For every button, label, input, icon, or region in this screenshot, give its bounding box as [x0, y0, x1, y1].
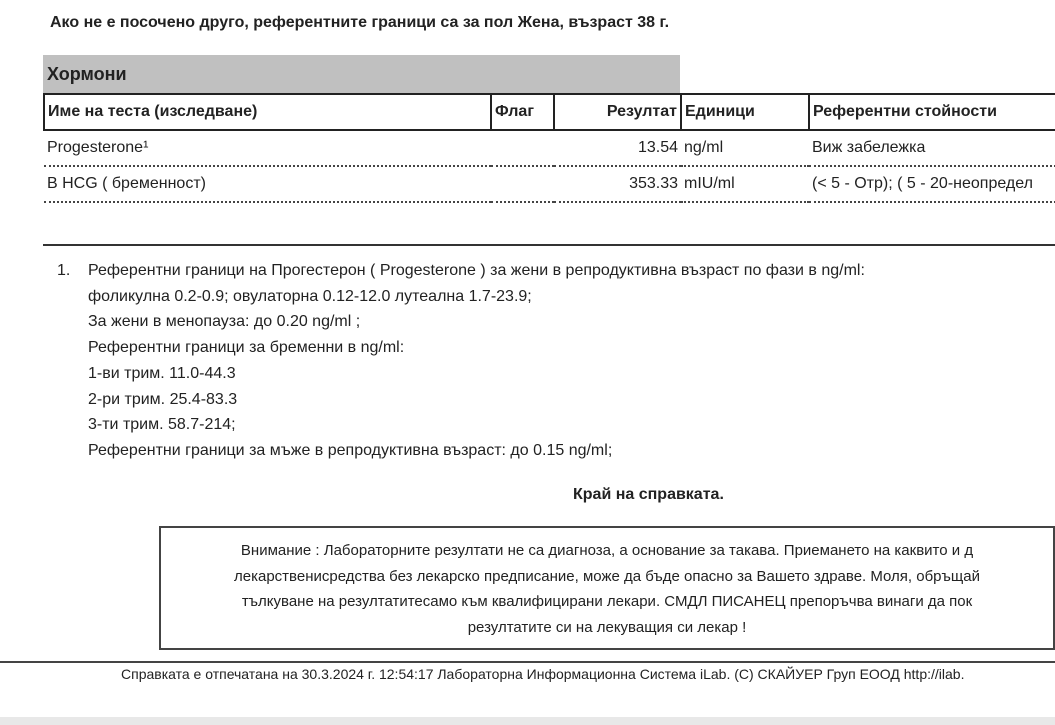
- reference-intro: Ако не е посочено друго, референтните граници са за пол Жена, възраст 38 г.: [50, 14, 670, 31]
- divider: [43, 244, 1055, 246]
- col-reference: Референтни стойности: [809, 94, 1055, 130]
- col-test-name: Име на теста (изследване): [44, 94, 491, 130]
- warning-text: [161, 528, 1053, 648]
- warning-line: резултатите си на лекуващия си лекар !: [467, 618, 747, 636]
- footnote-line: фоликулна 0.2-0.9; овулаторна 0.12-12.0 лутеална 1.7-23.9;: [88, 287, 532, 305]
- footnote-line: 1-ви трим. 11.0-44.3: [88, 364, 236, 382]
- col-result: Резултат: [554, 94, 681, 130]
- footnote-number: 1.: [57, 262, 71, 279]
- units: mIU/ml: [681, 166, 809, 202]
- footnote-line: За жени в менопауза: до 0.20 ng/ml ;: [88, 313, 361, 331]
- test-name: B HCG ( бременност): [44, 166, 491, 202]
- print-footer: Справката е отпечатана на 30.3.2024 г. 12:54:17 Лабораторна Информационна Система iLab. (C) СКАЙУЕР Груп ЕООД http://ilab.: [121, 666, 965, 682]
- reference: Виж забележка: [809, 130, 1055, 166]
- table-row: [44, 130, 1055, 166]
- warning-line: лекарственисредства без лекарско предписание, може да бъде опасно за Вашето здраве. Моля, обръщай: [234, 567, 980, 585]
- result: 13.54: [554, 130, 681, 166]
- section-header: [43, 55, 680, 93]
- footnote-line: Референтни граници за мъже в репродуктивна възраст: до 0.15 ng/ml;: [88, 441, 613, 459]
- col-flag: Флаг: [491, 94, 554, 130]
- footer-divider: [0, 661, 1055, 663]
- test-name: Progesterone¹: [44, 130, 491, 166]
- table-header-row: [44, 94, 1055, 130]
- units: ng/ml: [681, 130, 809, 166]
- footnote-line: 3-ти трим. 58.7-214;: [88, 416, 236, 434]
- flag: [491, 130, 554, 166]
- table-row: [44, 166, 1055, 202]
- warning-line: Внимание : Лабораторните резултати не са диагноза, а основание за такава. Приемането на каквито и д: [240, 542, 974, 559]
- warning-box: [159, 526, 1055, 650]
- col-units: Единици: [681, 94, 809, 130]
- warning-line: тълкуване на резултатитесамо към квалифицирани лекари. СМДЛ ПИСАНЕЦ препоръчва винаги да пок: [241, 593, 973, 610]
- flag: [491, 166, 554, 202]
- footnote-line: 2-ри трим. 25.4-83.3: [88, 390, 238, 408]
- footnote-line: Референтни граници за бременни в ng/ml:: [88, 339, 405, 357]
- section-title: Хормони: [47, 64, 127, 84]
- page-bottom-edge: [0, 717, 1055, 725]
- reference: (< 5 - Отр); ( 5 - 20-неопредел: [809, 166, 1055, 202]
- end-of-report: Край на справката.: [573, 486, 724, 503]
- result: 353.33: [554, 166, 681, 202]
- results-table: [43, 93, 1055, 203]
- footnote-line: Референтни граници на Прогестерон ( Progesterone ) за жени в репродуктивна възраст по фази в ng/ml:: [88, 262, 865, 279]
